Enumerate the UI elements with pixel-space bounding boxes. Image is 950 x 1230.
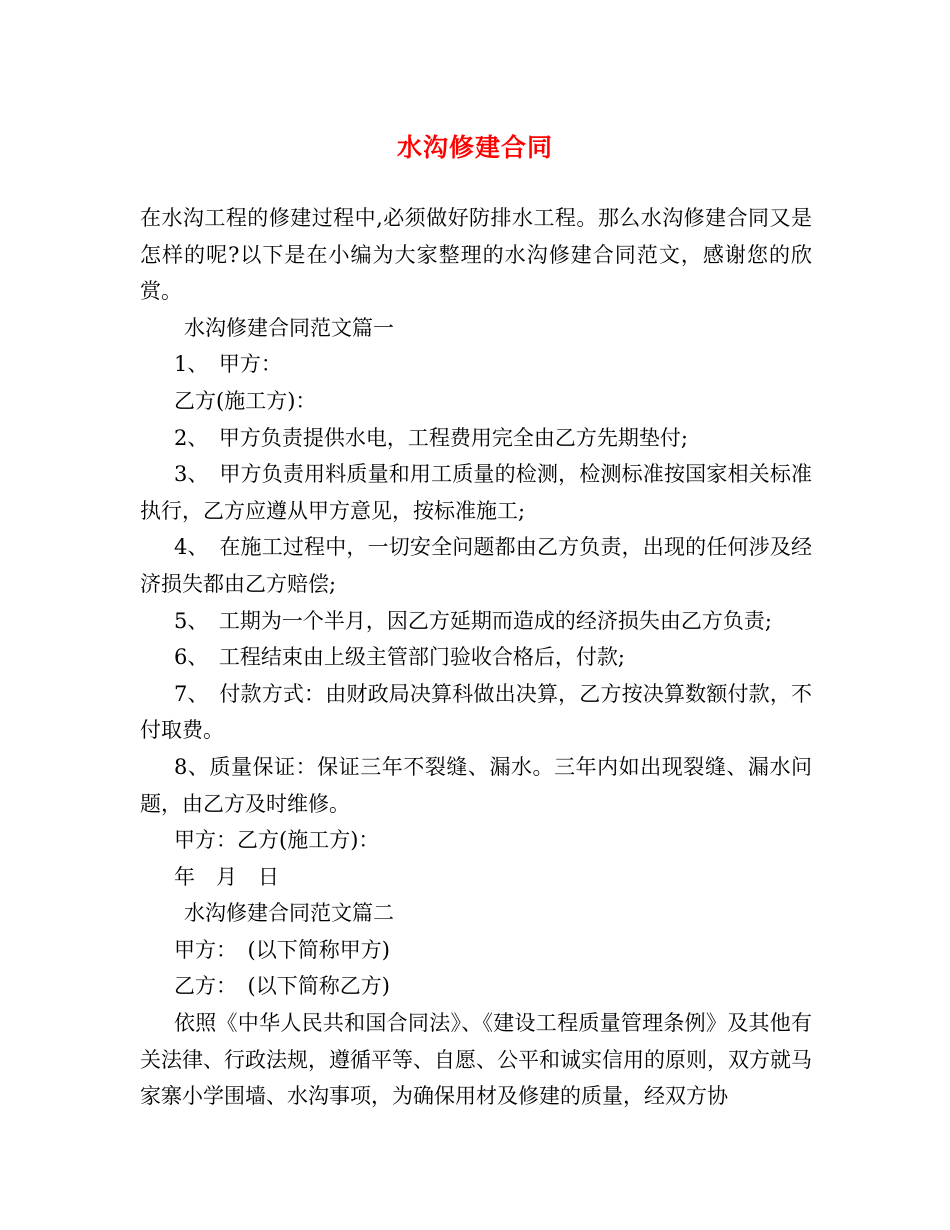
intro-paragraph: 在水沟工程的修建过程中,必须做好防排水工程。那么水沟修建合同又是怎样的呢?以下是在小编为大家整理的水沟修建合同范文，感谢您的欣赏。 — [140, 206, 812, 304]
clause-4: 4、 在施工过程中，一切安全问题都由乙方负责，出现的任何涉及经济损失都由乙方赔偿; — [140, 535, 812, 596]
section-heading-2: 水沟修建合同范文篇二 — [184, 901, 394, 926]
document-title: 水沟修建合同 — [396, 133, 553, 162]
date-line: 年 月 日 — [174, 864, 279, 889]
party-a-line: 甲方： (以下简称甲方) — [174, 937, 390, 962]
clause-8: 8、质量保证：保证三年不裂缝、漏水。三年内如出现裂缝、漏水问题，由乙方及时维修。 — [140, 754, 812, 816]
signature-line: 甲方：乙方(施工方)： — [174, 828, 380, 853]
clause-3: 3、 甲方负责用料质量和用工质量的检测，检测标准按国家相关标准执行，乙方应遵从甲方意见，按标准施工; — [140, 462, 812, 523]
clause-6: 6、 工程结束由上级主管部门验收合格后，付款; — [174, 645, 625, 670]
legal-basis-paragraph: 依照《中华人民共和国合同法》、《建设工程质量管理条例》及其他有关法律、行政法规，遵循平等、自愿、公平和诚实信用的原则，双方就马家寨小学围墙、水沟事项，为确保用材及修建的质量，经双方协 — [140, 1011, 812, 1109]
party-b-line: 乙方(施工方)： — [174, 388, 317, 413]
clause-1: 1、 甲方： — [174, 352, 282, 377]
section-heading-1: 水沟修建合同范文篇一 — [184, 315, 394, 340]
clause-5: 5、 工期为一个半月，因乙方延期而造成的经济损失由乙方负责; — [174, 608, 772, 633]
clause-2: 2、 甲方负责提供水电，工程费用完全由乙方先期垫付; — [174, 425, 688, 450]
clause-7: 7、 付款方式：由财政局决算科做出决算，乙方按决算数额付款，不付取费。 — [140, 681, 812, 743]
document-body — [140, 200, 812, 1115]
party-b-line-2: 乙方： (以下简称乙方) — [174, 974, 390, 999]
